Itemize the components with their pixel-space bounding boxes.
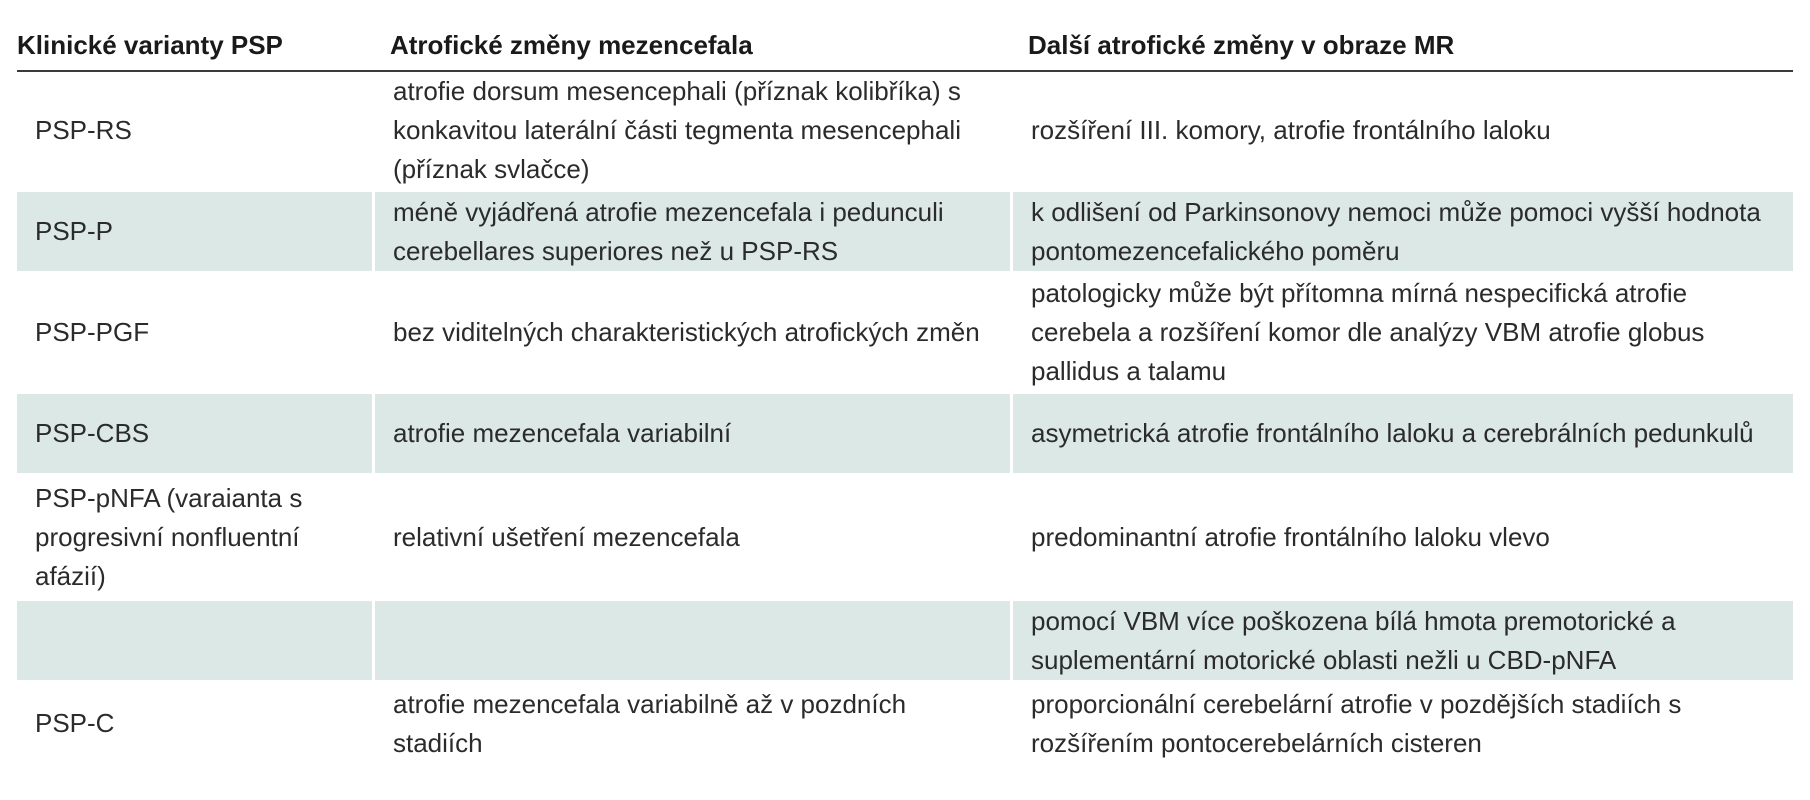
cell-mesencephalon: atrofie dorsum mesencephali (příznak kolibříka) s konkavitou laterální části tegmenta mesencephali (příznak svlačce) [372, 72, 1010, 192]
cell-mesencephalon: atrofie mezencefala variabilní [372, 394, 1010, 476]
table-row [17, 601, 1793, 683]
cell-variant: PSP-RS [17, 72, 372, 192]
header-mesencephalon-changes: Atrofické změny mezencefala [372, 20, 1010, 72]
cell-other: k odlišení od Parkinsonovy nemoci může pomoci vyšší hodnota pontomezencefalického poměru [1010, 192, 1793, 274]
cell-mesencephalon: atrofie mezencefala variabilně až v pozdních stadiích [372, 683, 1010, 767]
table-row [17, 683, 1793, 767]
psp-variants-table [17, 20, 1793, 767]
cell-other: proporcionální cerebelární atrofie v pozdějších stadiích s rozšířením pontocerebelárních cisteren [1010, 683, 1793, 767]
cell-variant: PSP-PGF [17, 274, 372, 394]
table-row [17, 476, 1793, 601]
cell-mesencephalon: relativní ušetření mezencefala [372, 476, 1010, 601]
table-header-row [17, 20, 1793, 72]
table-row [17, 192, 1793, 274]
cell-other: pomocí VBM více poškozena bílá hmota premotorické a suplementární motorické oblasti nežli u CBD-pNFA [1010, 601, 1793, 683]
table-row [17, 274, 1793, 394]
cell-variant: PSP-CBS [17, 394, 372, 476]
cell-variant: PSP-P [17, 192, 372, 274]
cell-other: asymetrická atrofie frontálního laloku a cerebrálních pedunkulů [1010, 394, 1793, 476]
cell-variant [17, 601, 372, 683]
cell-mesencephalon: méně vyjádřená atrofie mezencefala i pedunculi cerebellares superiores než u PSP-RS [372, 192, 1010, 274]
cell-other: predominantní atrofie frontálního laloku vlevo [1010, 476, 1793, 601]
cell-mesencephalon [372, 601, 1010, 683]
cell-mesencephalon: bez viditelných charakteristických atrofických změn [372, 274, 1010, 394]
table-row [17, 72, 1793, 192]
header-clinical-variants: Klinické varianty PSP [17, 20, 372, 72]
cell-other: rozšíření III. komory, atrofie frontálního laloku [1010, 72, 1793, 192]
table-row [17, 394, 1793, 476]
cell-other: patologicky může být přítomna mírná nespecifická atrofie cerebela a rozšíření komor dle analýzy VBM atrofie globus pallidus a talamu [1010, 274, 1793, 394]
header-other-mr-changes: Další atrofické změny v obraze MR [1010, 20, 1793, 72]
cell-variant: PSP-pNFA (varaianta s progresivní nonfluentní afázií) [17, 476, 372, 601]
cell-variant: PSP-C [17, 683, 372, 767]
